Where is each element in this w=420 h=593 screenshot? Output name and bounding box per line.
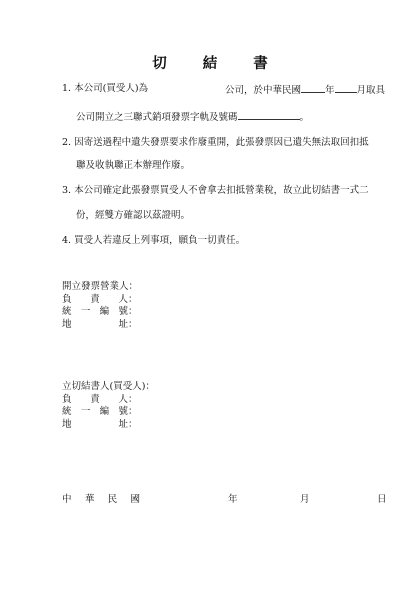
date-month-label: 月	[300, 494, 310, 505]
clause-1-line-1-right	[225, 83, 385, 97]
signer-field-address-label: 地址	[62, 418, 128, 430]
issuer-field-responsible: 負責人：	[62, 293, 138, 305]
clause-1-line-2-end: 。	[299, 112, 310, 123]
clause-1-number: 1.	[62, 83, 72, 94]
signer-block	[62, 381, 155, 431]
clause-3-number: 3.	[62, 185, 72, 196]
clause-1-text-line-2: 公司開立之三聯式銷項發票字軌及號碼	[76, 112, 238, 123]
signer-field-tax-id: 統一編號：	[62, 406, 138, 417]
issuer-field-responsible-label: 負責人	[62, 293, 128, 305]
signer-heading: 立切結書人(買受人)：	[62, 381, 155, 392]
issuer-field-address-label: 地址	[62, 318, 128, 330]
clause-4-number: 4.	[62, 235, 72, 246]
signer-field-responsible: 負責人：	[62, 393, 138, 405]
clause-2-text-line-1: 因寄送過程中遺失發票要求作廢重開，此張發票因已遺失無法取回扣抵	[74, 137, 369, 148]
date-day-label: 日	[377, 494, 387, 505]
issuer-field-tax-id-label: 統一編號	[62, 306, 128, 317]
clause-2-line-2: 聯及收執聯正本辦理作廢。	[76, 160, 191, 171]
clause-1-text-a: 本公司(買受人)為	[74, 83, 149, 94]
signer-field-responsible-label: 負責人	[62, 393, 128, 405]
issuer-field-address: 地址：	[62, 318, 138, 330]
clause-1-text-b: 公司，於中華民國	[225, 85, 302, 96]
year-blank	[301, 83, 325, 93]
clause-1-text-c: 年	[325, 85, 335, 96]
clause-2-line-1	[62, 137, 369, 149]
issuer-field-tax-id: 統一編號：	[62, 306, 138, 317]
clause-1-line-1	[62, 83, 148, 95]
clause-3-line-1	[62, 185, 369, 197]
signer-field-address: 地址：	[62, 418, 138, 430]
clause-3-line-2: 份，經雙方確認以茲證明。	[76, 210, 191, 221]
signer-field-tax-id-label: 統一編號	[62, 406, 128, 417]
issuer-heading: 開立發票營業人：	[62, 281, 139, 292]
invoice-number-blank	[238, 110, 300, 120]
clause-1-line-2	[76, 110, 309, 124]
clause-2-number: 2.	[62, 137, 72, 148]
date-era: 中華民國	[62, 494, 140, 505]
date-year-label: 年	[228, 494, 238, 505]
month-blank	[335, 83, 357, 93]
clause-3-text-line-1: 本公司確定此張發票買受人不會拿去扣抵營業稅，故立此切結書一式二	[74, 185, 369, 196]
document-title: 切結書	[152, 55, 304, 72]
clause-1-text-d: 月取具	[356, 85, 386, 96]
clause-4-line-1	[62, 235, 245, 247]
issuer-block	[62, 281, 138, 331]
clause-4-text-line-1: 買受人若違反上列事項，願負一切責任。	[74, 235, 246, 246]
